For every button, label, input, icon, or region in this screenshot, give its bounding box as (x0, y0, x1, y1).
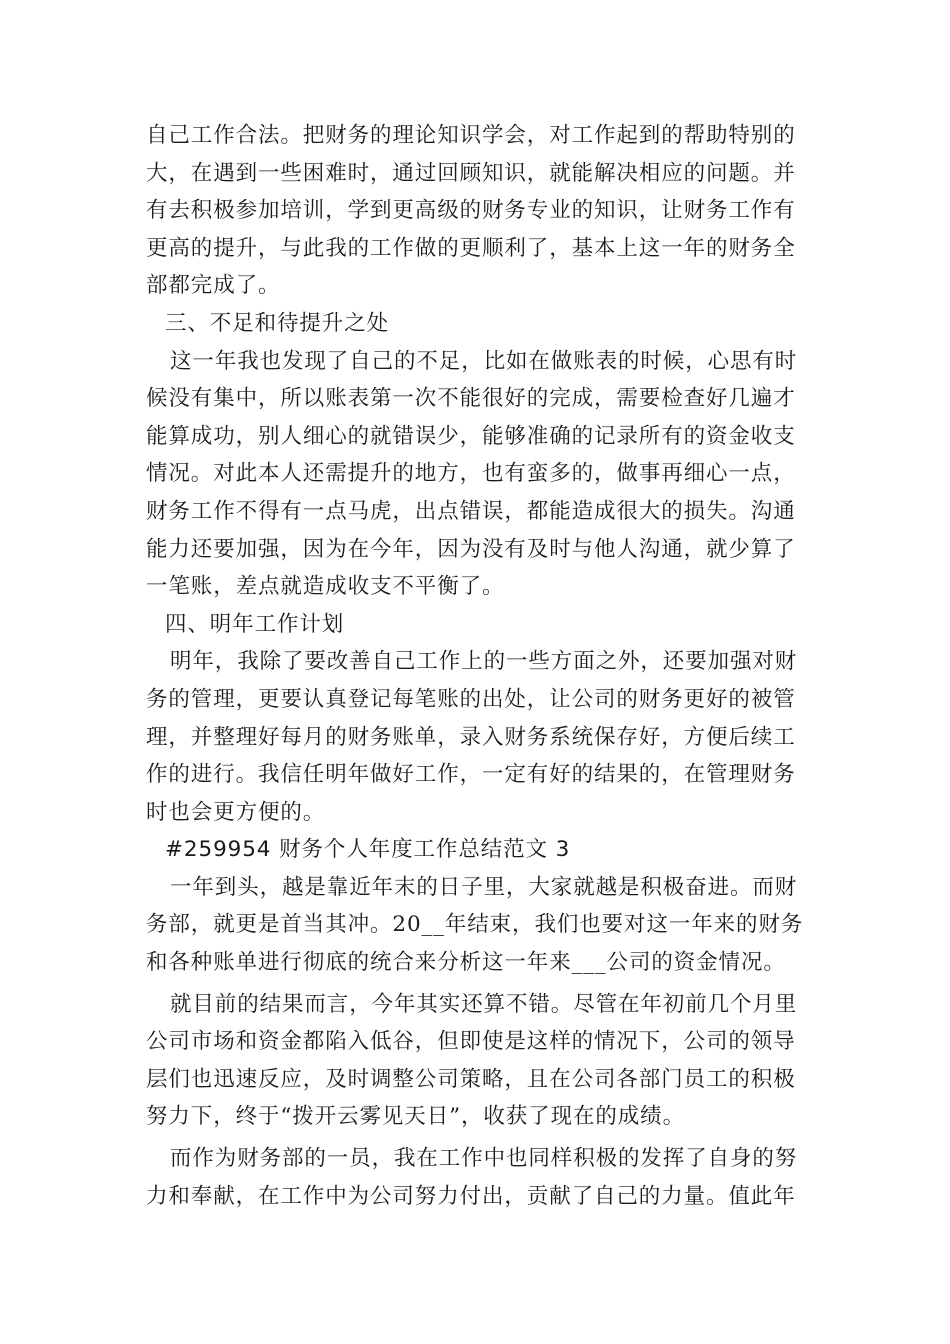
section-heading-3: 三、不足和待提升之处 (165, 310, 390, 336)
document-page (146, 117, 808, 1215)
paragraph-6: 而作为财务部的一员，我在工作中也同样积极的发挥了自身的努力和奉献，在工作中为公司努力付出，贡献了自己的力量。值此年 (146, 1146, 798, 1209)
paragraph-1: 自己工作合法。把财务的理论知识学会，对工作起到的帮助特别的大，在遇到一些困难时，通过回顾知识，就能解决相应的问题。并有去积极参加培训，学到更高级的财务专业的知识，让财务工作有更高的提升，与此我的工作做的更顺利了，基本上这一年的财务全部都完成了。 (146, 123, 796, 299)
paragraph-3: 明年，我除了要改善自己工作上的一些方面之外，还要加强对财务的管理，更要认真登记每笔账的出处，让公司的财务更好的被管理，并整理好每月的财务账单，录入财务系统保存好，方便后续工作的进行。我信任明年做好工作，一定有好的结果的，在管理财务时也会更方便的。 (146, 649, 798, 825)
article-title: #259954 财务个人年度工作总结范文 3 (165, 837, 571, 863)
paragraph-4: 一年到头，越是靠近年末的日子里，大家就越是积极奋进。而财务部，就更是首当其冲。20__年结束，我们也要对这一年来的财务和各种账单进行彻底的统合来分析这一年来___公司的资金情况。 (146, 874, 804, 976)
section-heading-4: 四、明年工作计划 (165, 611, 345, 637)
paragraph-5: 就目前的结果而言，今年其实还算不错。尽管在年初前几个月里公司市场和资金都陷入低谷，但即使是这样的情况下，公司的领导层们也迅速反应，及时调整公司策略，且在公司各部门员工的积极努力下，终于“拨开云雾见天日”，收获了现在的成绩。 (146, 991, 798, 1130)
paragraph-2: 这一年我也发现了自己的不足，比如在做账表的时候，心思有时候没有集中，所以账表第一次不能很好的完成，需要检查好几遍才能算成功，别人细心的就错误少，能够准确的记录所有的资金收支情况。对此本人还需提升的地方，也有蛮多的，做事再细心一点，财务工作不得有一点马虎，出点错误，都能造成很大的损失。沟通能力还要加强，因为在今年，因为没有及时与他人沟通，就少算了一笔账，差点就造成收支不平衡了。 (146, 348, 798, 600)
